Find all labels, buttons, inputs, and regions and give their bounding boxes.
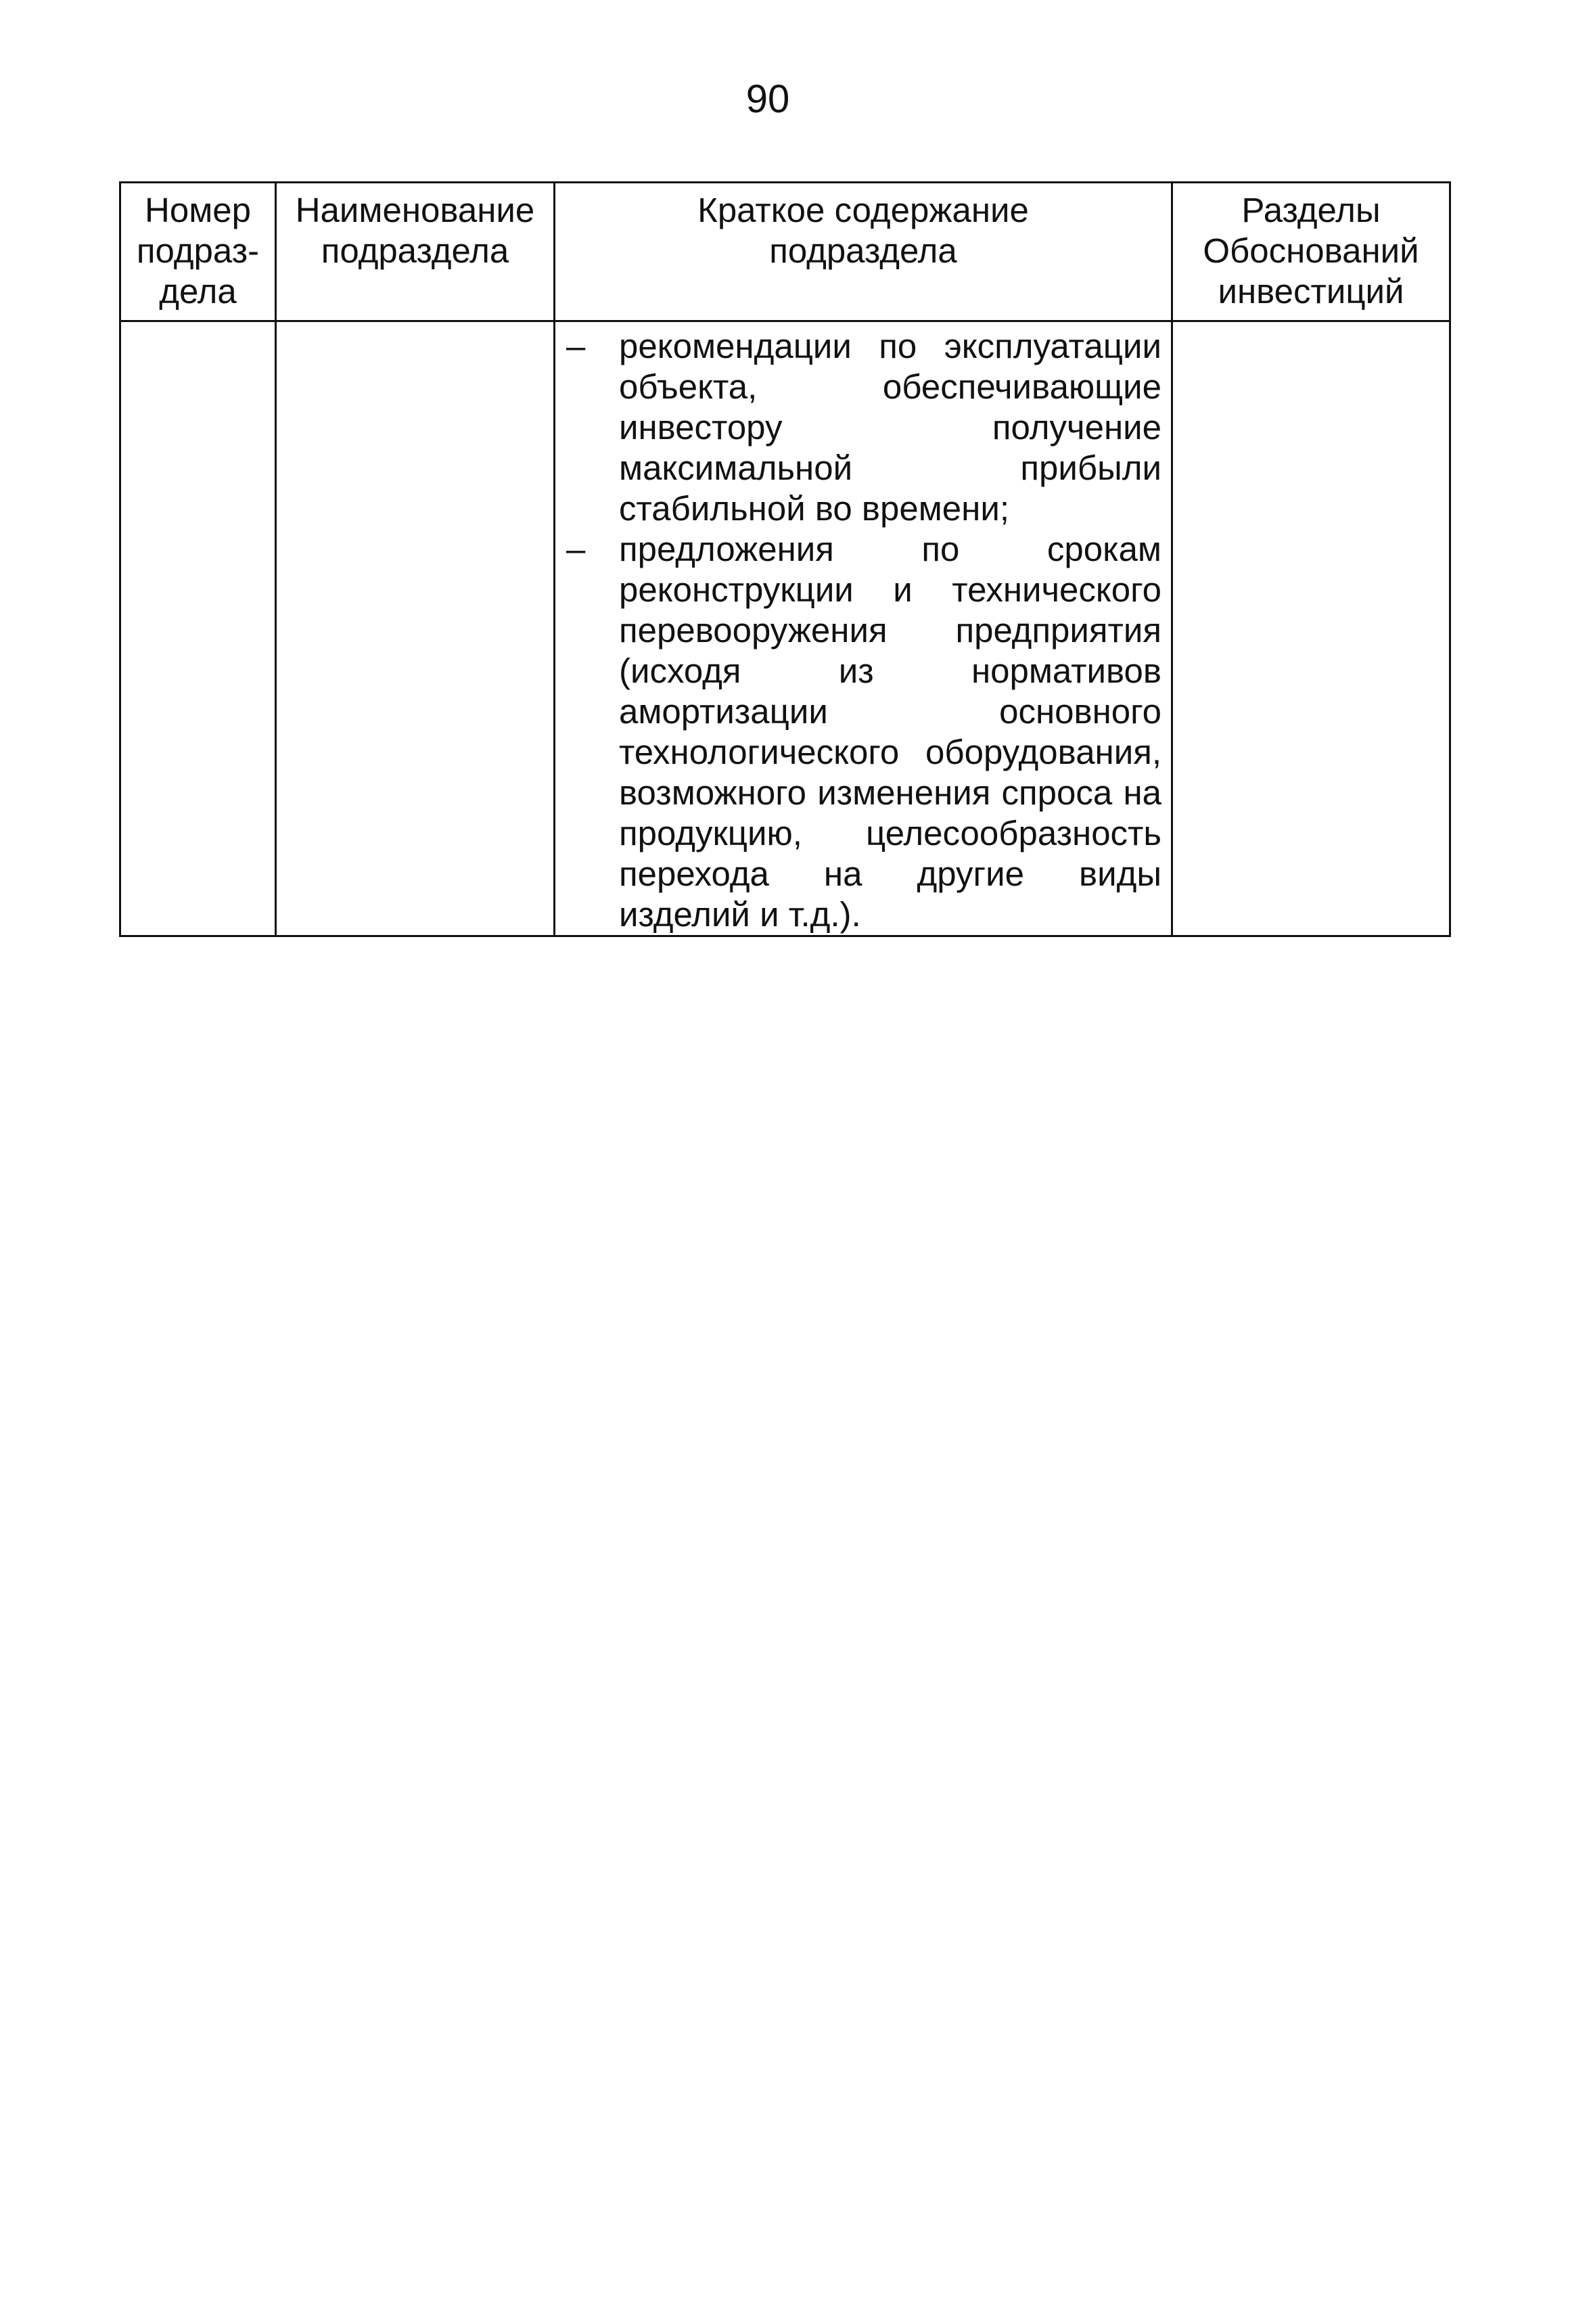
- cell-investment-sections: [1172, 321, 1450, 936]
- table-row: [120, 321, 1450, 936]
- bullet-dash: –: [566, 327, 586, 365]
- cell-subsection-content: [555, 321, 1172, 936]
- header-subsection-content: [555, 183, 1172, 321]
- header-number-line1: Номер: [145, 191, 251, 229]
- header-number-line3: дела: [159, 272, 237, 311]
- header-subsection-name: [276, 183, 555, 321]
- list-item: [566, 326, 1161, 529]
- header-number-line2: подраз-: [136, 231, 260, 270]
- header-subsection-number: [120, 183, 276, 321]
- page-number: 90: [745, 77, 790, 121]
- cell-subsection-name: [276, 321, 555, 936]
- header-name-line2: подраздела: [321, 231, 509, 270]
- bullet-dash: –: [566, 530, 586, 568]
- header-name-line1: Наименование: [295, 191, 535, 229]
- subsection-table: [119, 181, 1451, 937]
- header-content-line1: Краткое содержание: [697, 191, 1029, 229]
- bullet-text: рекомендации по эксплуатации объекта, обеспечивающие инвестору получение максимальной прибыли стабильной во времени;: [619, 327, 1161, 528]
- list-item: [566, 529, 1161, 935]
- bullet-text: предложения по срокам реконструкции и технического перевооружения предприятия (исходя из нормативов амортизации основного технологического оборудования, возможного изменения спроса на продукцию, целесообразность перехода на другие виды изделий и т.д.).: [619, 530, 1161, 934]
- header-investment-sections: [1172, 183, 1450, 321]
- cell-subsection-number: [120, 321, 276, 936]
- header-sections-line3: инвестиций: [1218, 272, 1404, 311]
- header-sections-line1: Разделы: [1241, 191, 1381, 229]
- header-content-line2: подраздела: [769, 231, 957, 270]
- table-header-row: [120, 183, 1450, 321]
- header-sections-line2: Обоснований: [1203, 231, 1419, 270]
